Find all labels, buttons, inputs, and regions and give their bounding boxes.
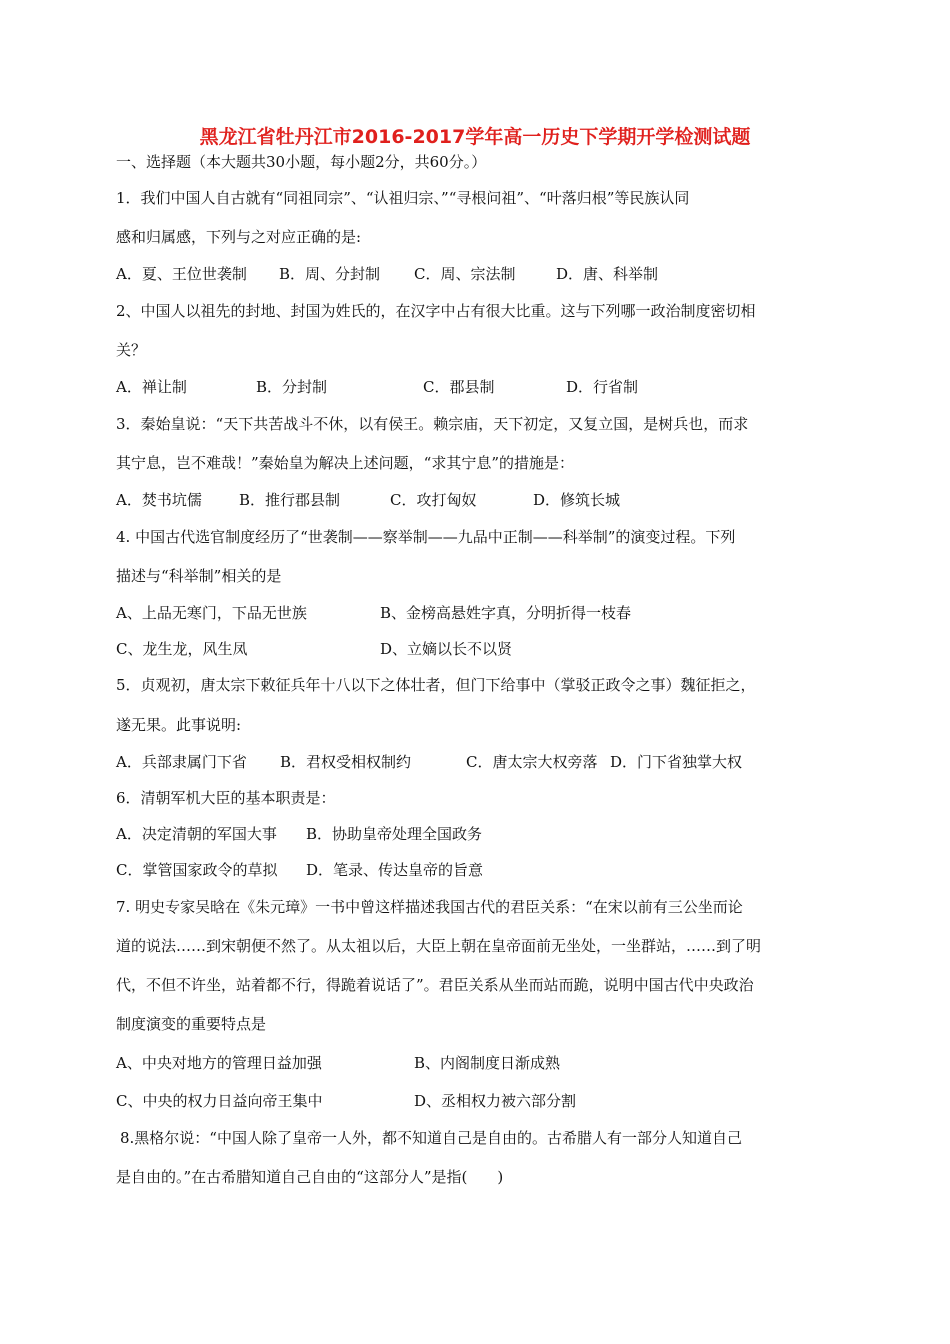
question-4-line-1: 4. 中国古代选官制度经历了“世袭制——察举制——九品中正制——科举制”的演变过程。下列 [116, 528, 736, 546]
question-2-line-2: 关？ [116, 341, 147, 359]
question-6-option-b: B．协助皇帝处理全国政务 [306, 825, 483, 843]
exam-title: 黑龙江省牡丹江市2016-2017学年高一历史下学期开学检测试题 [199, 126, 751, 148]
question-4-option-b: B、金榜高悬姓字真，分明折得一枝春 [380, 604, 632, 622]
question-7-option-a: A、中央对地方的管理日益加强 [116, 1054, 322, 1072]
question-4-line-2: 描述与“科举制”相关的是 [116, 567, 282, 585]
question-4-option-a: A、上品无寒门，下品无世族 [116, 604, 307, 622]
question-2-line-1: 2、中国人以祖先的封地、封国为姓氏的，在汉字中占有很大比重。这与下列哪一政治制度密切相 [116, 302, 756, 320]
question-7-line-1: 7. 明史专家吴晗在《朱元璋》一书中曾这样描述我国古代的君臣关系：“在宋以前有三公坐而论 [116, 898, 743, 916]
question-2-option-c: C．郡县制 [423, 378, 495, 396]
question-3-option-a: A．焚书坑儒 [116, 491, 202, 509]
question-3-option-c: C．攻打匈奴 [390, 491, 477, 509]
question-8-line-2: 是自由的。”在古希腊知道自己自由的“这部分人”是指( ) [116, 1168, 504, 1186]
question-5-option-c: C．唐太宗大权旁落 [466, 753, 598, 771]
question-1-option-a: A．夏、王位世袭制 [116, 265, 247, 283]
question-5-option-d: D．门下省独掌大权 [610, 753, 743, 771]
question-6-line-1: 6．清朝军机大臣的基本职责是： [116, 789, 336, 807]
question-5-line-1: 5．贞观初，唐太宗下敕征兵年十八以下之体壮者，但门下给事中（掌驳正政令之事）魏征拒之， [116, 676, 756, 694]
question-7-line-2: 道的说法……到宋朝便不然了。从太祖以后，大臣上朝在皇帝面前无坐处，一坐群站，……到了明 [116, 937, 762, 955]
question-2-option-a: A．禅让制 [116, 378, 187, 396]
section-header: 一、选择题（本大题共30小题，每小题2分，共60分。） [116, 153, 487, 171]
question-4-option-c: C、龙生龙，风生凤 [116, 640, 248, 658]
question-1-line-1: 1．我们中国人自古就有“同祖同宗”、“认祖归宗、”“寻根问祖”、“叶落归根”等民族认同 [116, 189, 690, 207]
question-1-option-c: C．周、宗法制 [414, 265, 516, 283]
question-5-option-a: A．兵部隶属门下省 [116, 753, 247, 771]
question-7-line-4: 制度演变的重要特点是 [116, 1015, 267, 1033]
question-5-line-2: 遂无果。此事说明: [116, 716, 242, 734]
question-5-option-b: B．君权受相权制约 [280, 753, 412, 771]
question-6-option-a: A．决定清朝的军国大事 [116, 825, 277, 843]
question-6-option-d: D．笔录、传达皇帝的旨意 [306, 861, 484, 879]
question-7-option-c: C、中央的权力日益向帝王集中 [116, 1092, 323, 1110]
question-6-option-c: C．掌管国家政令的草拟 [116, 861, 278, 879]
question-7-option-d: D、丞相权力被六部分割 [414, 1092, 577, 1110]
question-3-line-2: 其宁息，岂不难哉！”秦始皇为解决上述问题，“求其宁息”的措施是： [116, 454, 575, 472]
question-1-option-d: D．唐、科举制 [556, 265, 659, 283]
question-4-option-d: D、立嫡以长不以贤 [380, 640, 513, 658]
question-3-line-1: 3．秦始皇说：“天下共苦战斗不休，以有侯王。赖宗庙，天下初定，又复立国，是树兵也，而求 [116, 415, 749, 433]
question-1-line-2: 感和归属感，下列与之对应正确的是: [116, 228, 362, 246]
question-3-option-b: B．推行郡县制 [239, 491, 341, 509]
question-2-option-d: D．行省制 [566, 378, 639, 396]
question-7-line-3: 代，不但不许坐，站着都不行，得跪着说话了”。君臣关系从坐而站而跪，说明中国古代中央政治 [116, 976, 754, 994]
question-1-option-b: B．周、分封制 [279, 265, 381, 283]
question-8-line-1: 8.黑格尔说：“中国人除了皇帝一人外，都不知道自己是自由的。古希腊人有一部分人知道自己 [120, 1129, 742, 1147]
question-7-option-b: B、内阁制度日渐成熟 [414, 1054, 561, 1072]
question-3-option-d: D．修筑长城 [533, 491, 621, 509]
question-2-option-b: B．分封制 [256, 378, 328, 396]
